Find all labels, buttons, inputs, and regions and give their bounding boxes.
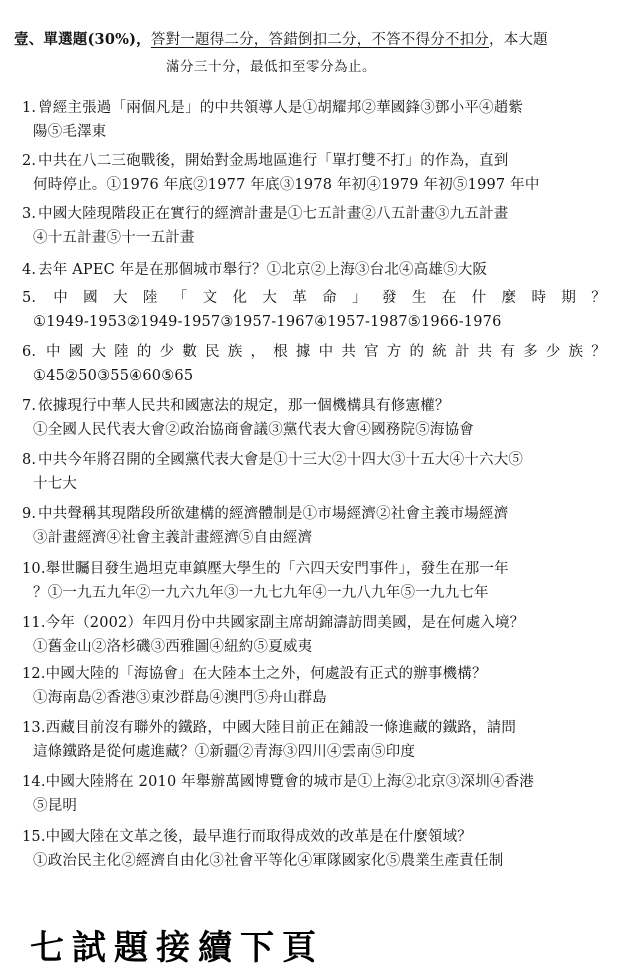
question-stem — [22, 96, 606, 120]
question-continuation: ？①一九五九年②一九六九年③一九七九年④一九八九年⑤一九九七年 — [33, 585, 489, 601]
section-header-line1 — [14, 30, 614, 50]
stem-char: 多 — [523, 344, 538, 360]
question-number: 8. — [22, 452, 37, 468]
question-item — [22, 770, 606, 818]
question-stem-justified — [22, 340, 606, 364]
question-text: 中國大陸在文革之後，最早進行而取得成效的改革是在什麼領域？ — [45, 829, 472, 845]
stem-char: 族 — [227, 344, 243, 360]
question-number: 3. — [22, 206, 37, 222]
question-item — [22, 96, 606, 144]
question-stem — [22, 611, 606, 635]
question-stem-justified — [22, 286, 606, 310]
stem-char: 期 — [561, 290, 577, 306]
question-text: 中國大陸將在 2010 年舉辦萬國博覽會的城市是①上海②北京③深圳④香港 — [45, 774, 534, 790]
question-continuation: 何時停止。①1976 年底②1977 年底③1978 年初④1979 年初⑤1997 年中 — [33, 177, 540, 193]
question-stem — [22, 502, 606, 526]
stem-char: 時 — [531, 290, 547, 306]
question-text: 中國大陸現階段正在實行的經濟計畫是①七五計畫②八五計畫③九五計畫 — [38, 206, 509, 222]
question-stem — [22, 448, 606, 472]
question-number: 11. — [22, 615, 46, 631]
stem-char: 的 — [409, 344, 425, 360]
question-continuation: ④十五計畫⑤十一五計畫 — [33, 230, 195, 246]
stem-char: 根 — [273, 344, 288, 360]
question-continuation: ①45②50③55④60⑤65 — [33, 368, 194, 384]
stem-char: 統 — [432, 344, 447, 360]
question-text: 去年 APEC 年是在那個城市舉行？①北京②上海③台北④高雄⑤大阪 — [38, 262, 488, 278]
question-stem — [22, 394, 606, 418]
question-text: 中國大陸的「海協會」在大陸本土之外，何處設有正式的辦事機構？ — [45, 666, 487, 682]
stem-char: 少 — [159, 344, 175, 360]
question-text: 今年（2002）年四月份中共國家副主席胡錦濤訪問美國，是在何處入境？ — [45, 615, 525, 631]
stem-char: 什 — [471, 290, 487, 306]
question-item — [22, 149, 606, 197]
question-stem — [22, 662, 606, 686]
question-continuation: ①舊金山②洛杉磯③西雅圖④紐約⑤夏威夷 — [33, 639, 313, 655]
question-number: 6. — [22, 344, 37, 360]
stem-char: ？ — [591, 344, 606, 360]
question-stem — [22, 149, 606, 173]
question-continuation: ③計畫經濟④社會主義計畫經濟⑤自由經濟 — [33, 530, 313, 546]
footer-cutoff-text: 七試題接續下頁 — [30, 928, 324, 968]
question-text: 中共聲稱其現階段所欲建構的經濟體制是①市場經濟②社會主義市場經濟 — [38, 506, 509, 522]
stem-char: 少 — [545, 344, 561, 360]
question-continuation: 這條鐵路是從何處進藏？①新疆②青海③四川④雲南⑤印度 — [33, 744, 416, 760]
question-number: 5. — [22, 290, 37, 306]
section-title: 壹、單選題(30%)， — [14, 31, 151, 48]
question-text: 曾經主張過「兩個凡是」的中共領導人是①胡耀邦②華國鋒③鄧小平④趙紫 — [38, 100, 524, 116]
stem-char: 革 — [292, 290, 308, 306]
stem-char: 」 — [352, 290, 367, 306]
question-item — [22, 394, 606, 442]
question-text: 中共在八二三砲戰後，開始對金馬地區進行「單打雙不打」的作為，直到 — [38, 153, 509, 169]
stem-char: 「 — [172, 290, 188, 306]
stem-char: ？ — [591, 290, 606, 306]
question-stem — [22, 825, 606, 849]
stem-char: 有 — [500, 344, 516, 360]
question-text: 西藏目前沒有聯外的鐵路，中國大陸目前正在鋪設一條進藏的鐵路，請問 — [45, 720, 517, 736]
question-number: 13. — [22, 720, 46, 736]
scoring-rule: 答對一題得二分，答錯倒扣二分，不答不得分不扣分 — [150, 32, 489, 48]
question-number: 10. — [22, 561, 46, 577]
question-text: 依據現行中華人民共和國憲法的規定，那一個機構具有修憲權？ — [38, 398, 450, 414]
question-continuation: ⑤昆明 — [33, 798, 78, 814]
question-number: 9. — [22, 506, 37, 522]
stem-char: 在 — [441, 290, 457, 306]
stem-char: 中 — [46, 344, 61, 360]
stem-char: 陸 — [114, 344, 129, 360]
question-number: 7. — [22, 398, 37, 414]
question-continuation: 十七大 — [33, 476, 78, 492]
question-item — [22, 202, 606, 250]
question-stem — [22, 770, 606, 794]
question-item — [22, 340, 606, 388]
stem-char: 數 — [182, 344, 198, 360]
scoring-rule-tail: ，本大題 — [489, 32, 548, 48]
stem-char: 族 — [568, 344, 584, 360]
stem-char: 化 — [232, 290, 248, 306]
stem-char: 中 — [318, 344, 334, 360]
question-number: 4. — [22, 262, 37, 278]
section-header-line2: 滿分三十分，最低扣至零分為止。 — [166, 59, 376, 75]
question-item — [22, 557, 606, 605]
stem-char: 陸 — [142, 290, 158, 306]
question-number: 1. — [22, 100, 37, 116]
stem-char: 文 — [202, 290, 218, 306]
question-continuation: ①政治民主化②經濟自由化③社會平等化④軍隊國家化⑤農業生產責任制 — [33, 853, 504, 869]
question-text: 舉世矚目發生過坦克車鎮壓大學生的「六四天安門事件」，發生在那一年 — [45, 561, 509, 577]
stem-char: ， — [250, 344, 266, 360]
question-stem — [22, 258, 606, 282]
stem-char: 發 — [381, 290, 397, 306]
stem-char: 國 — [83, 290, 98, 306]
stem-char: 大 — [112, 290, 128, 306]
question-continuation: ①1949-1953②1949-1957③1957-1967④1957-1987⑤1966-1976 — [33, 314, 502, 330]
question-text: 中共今年將召開的全國黨代表大會是①十三大②十四大③十五大④十六大⑤ — [38, 452, 524, 468]
stem-char: 命 — [322, 290, 337, 306]
stem-char: 中 — [53, 290, 68, 306]
stem-char: 共 — [477, 344, 493, 360]
section-header — [14, 30, 614, 77]
question-number: 14. — [22, 774, 46, 790]
question-item — [22, 258, 606, 282]
stem-char: 共 — [341, 344, 357, 360]
stem-char: 國 — [68, 344, 84, 360]
question-item — [22, 502, 606, 550]
question-stem — [22, 716, 606, 740]
stem-char: 民 — [205, 344, 220, 360]
question-item — [22, 825, 606, 873]
stem-char: 官 — [364, 344, 379, 360]
stem-char: 的 — [136, 344, 152, 360]
stem-char: 據 — [295, 344, 311, 360]
question-number: 12. — [22, 666, 46, 682]
question-continuation: ①海南島②香港③東沙群島④澳門⑤舟山群島 — [33, 690, 327, 706]
stem-char: 大 — [262, 290, 278, 306]
question-item — [22, 611, 606, 659]
question-stem — [22, 557, 606, 581]
stem-char: 大 — [91, 344, 107, 360]
question-stem — [22, 202, 606, 226]
question-number: 2. — [22, 153, 37, 169]
question-number: 15. — [22, 829, 46, 845]
stem-char: 方 — [386, 344, 402, 360]
question-continuation: ①全國人民代表大會②政治協商會議③黨代表大會④國務院⑤海協會 — [33, 422, 474, 438]
question-item — [22, 716, 606, 764]
stem-char: 麼 — [501, 290, 517, 306]
question-item — [22, 662, 606, 710]
question-item — [22, 286, 606, 334]
stem-char: 計 — [454, 344, 470, 360]
question-continuation: 陽⑤毛澤東 — [33, 124, 107, 140]
stem-char: 生 — [411, 290, 427, 306]
question-item — [22, 448, 606, 496]
